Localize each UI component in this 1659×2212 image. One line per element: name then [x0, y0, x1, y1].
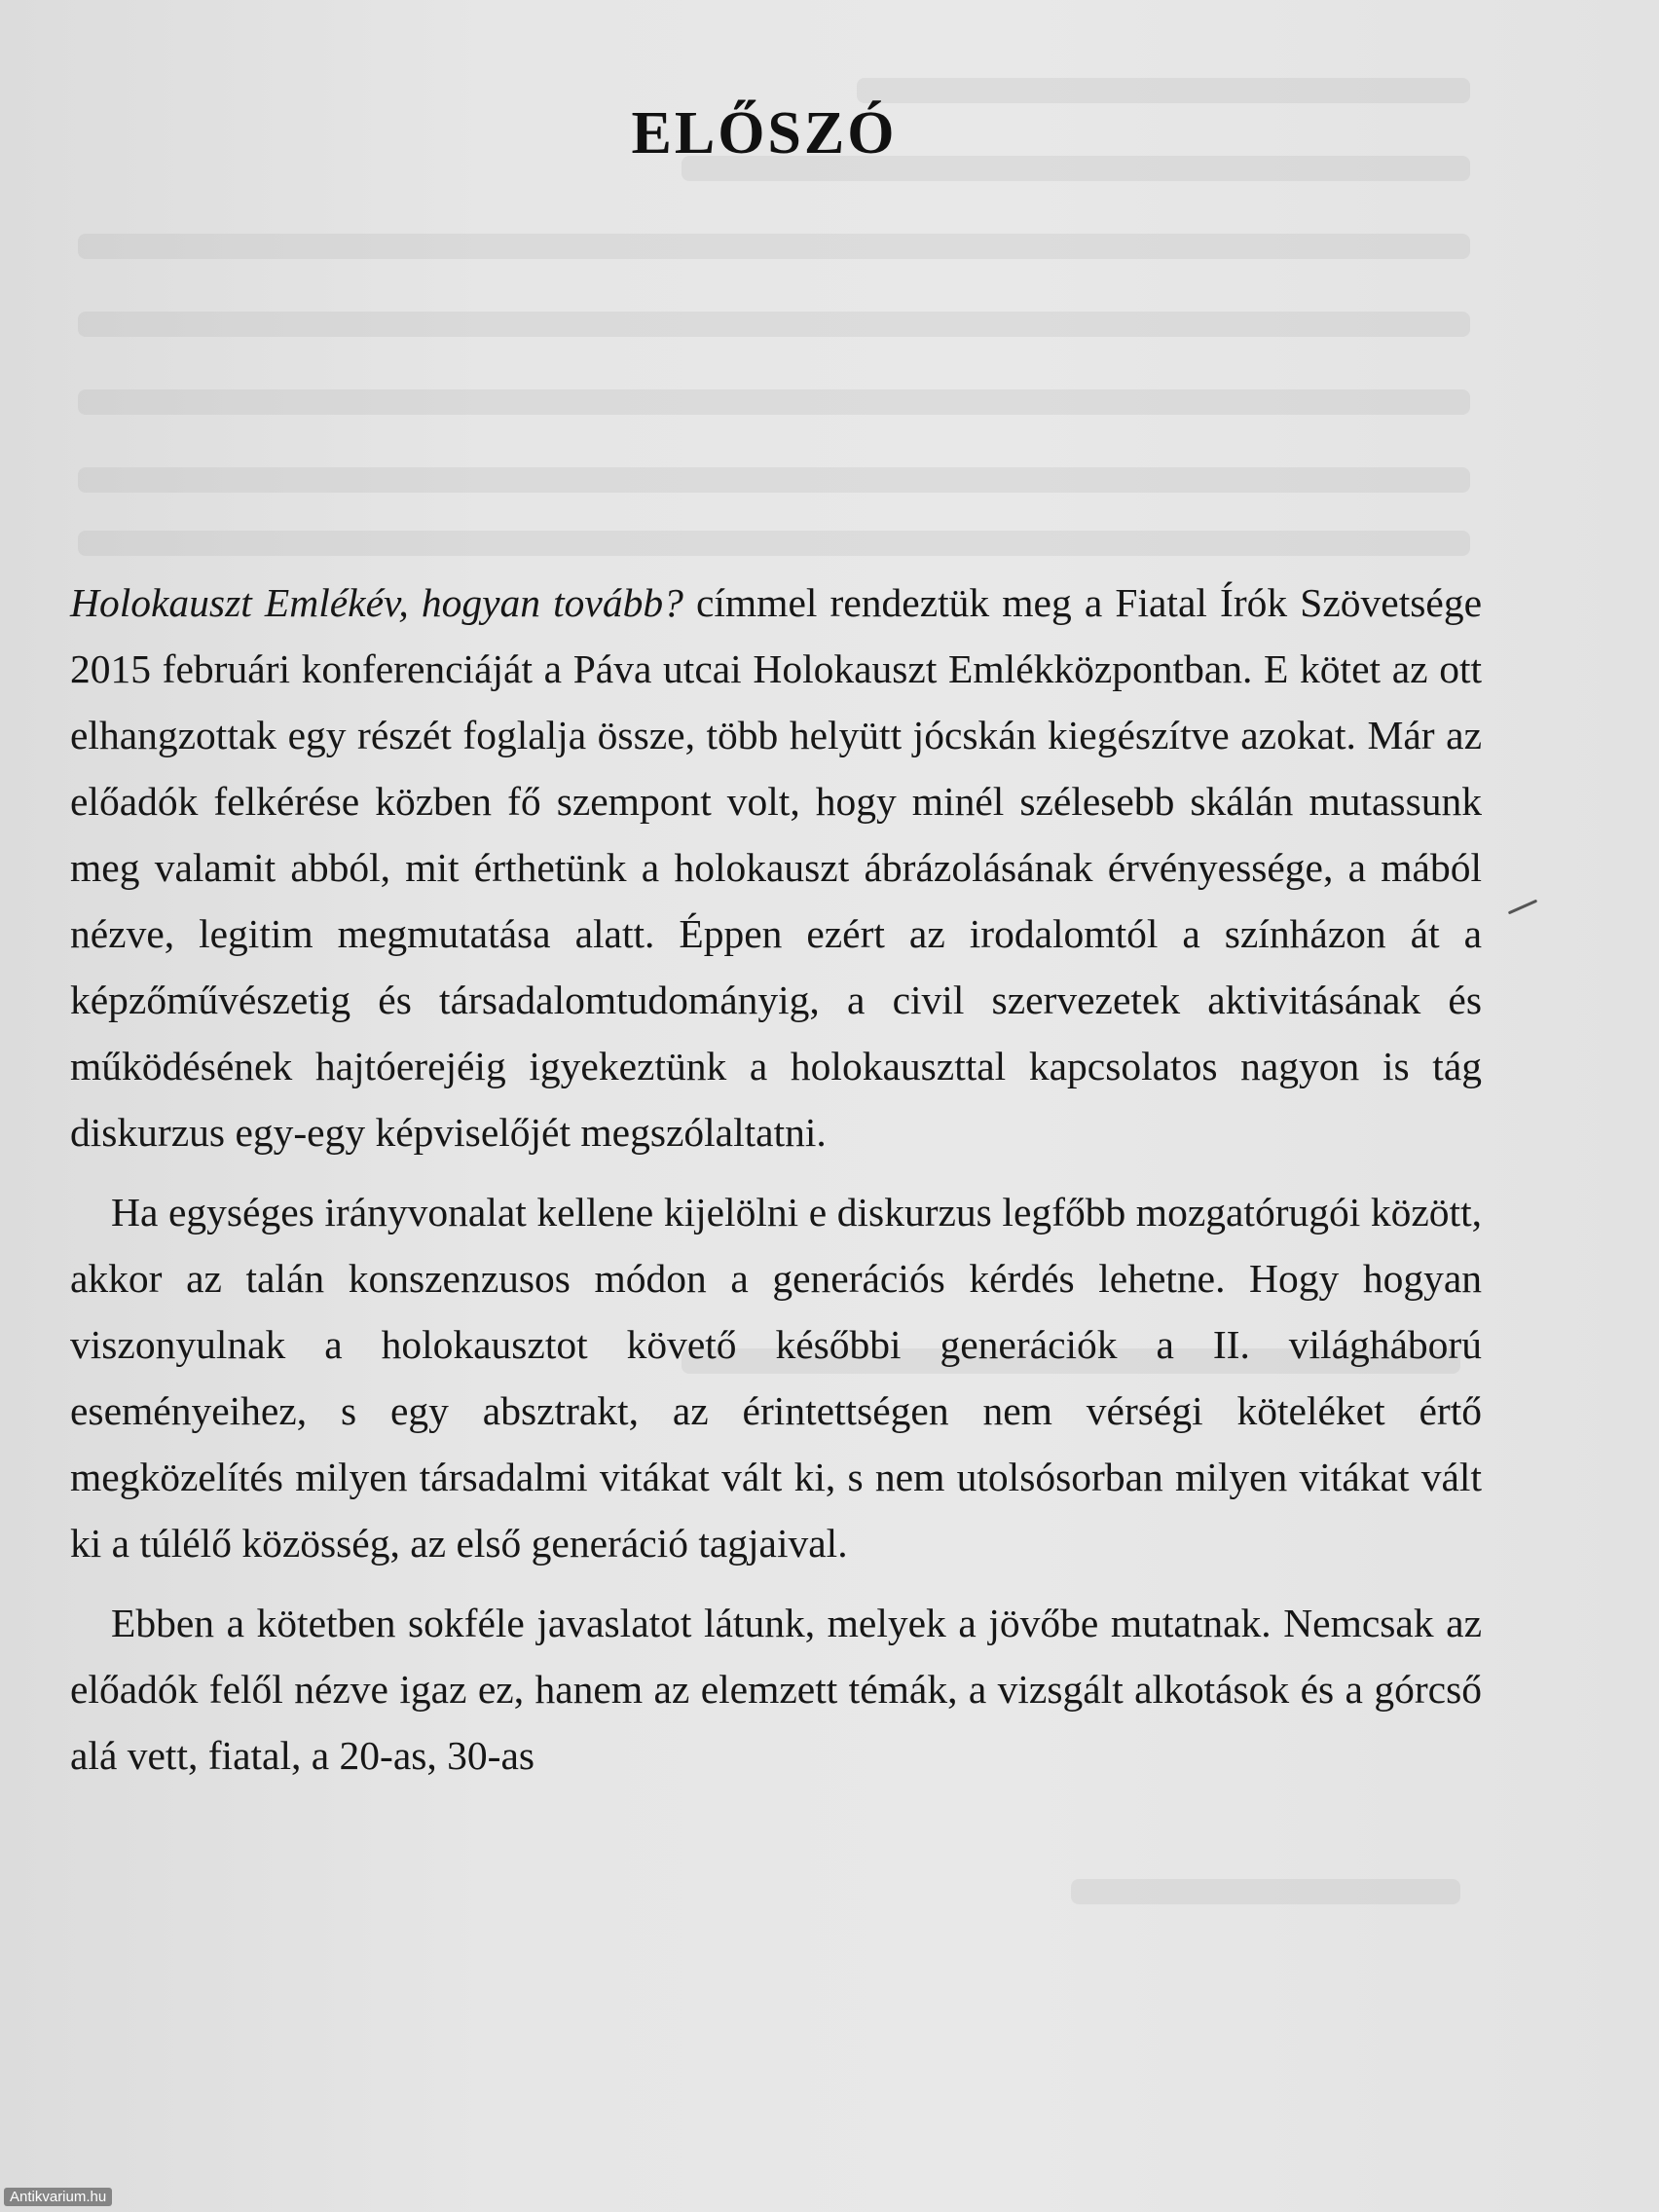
italic-lead: Holokauszt Emlékév, hogyan tovább?	[70, 580, 683, 625]
paragraph-1	[70, 570, 1482, 1165]
paragraph-1-text: címmel rendeztük meg a Fiatal Írók Szövetsége 2015 februári konferenciáját a Páva utcai Holokauszt Emlékközpontban. E kötet az ott elhangzottak egy részét foglalja össze, több helyütt jócskán kiegészítve azokat. Már az előadók felkérése közben fő szempont volt, hogy minél szélesebb skálán mutassunk meg valamit abból, mit érthetünk a holokauszt ábrázolásának érvényessége, a mából nézve, legitim megmutatása alatt. Éppen ezért az irodalomtól a színházon át a képzőművészetig és társadalomtudományig, a civil szervezetek aktivitásának és működésének hajtóerejéig igyekeztünk a holokauszttal kapcsolatos nagyon is tág diskurzus egy-egy képviselőjét megszólaltatni.	[70, 580, 1482, 1155]
body-text	[70, 570, 1482, 1788]
watermark-logo: Antikvarium.hu	[4, 2188, 112, 2206]
page-title: ELŐSZÓ	[631, 99, 898, 166]
paragraph-3: Ebben a kötetben sokféle javaslatot látunk, melyek a jövőbe mutatnak. Nemcsak az előadók felől nézve igaz ez, hanem az elemzett témák, a vizsgált alkotások és a górcső alá vett, fiatal, a 20-as, 30-as	[70, 1601, 1482, 1778]
pencil-mark	[1508, 900, 1537, 915]
paragraph-2: Ha egységes irányvonalat kellene kijelölni e diskurzus legfőbb mozgatórugói között, akkor az talán konszenzusos módon a generációs kérdés lehetne. Hogy hogyan viszonyulnak a holokausztot követő későbbi generációk a II. világháború eseményeihez, s egy absztrakt, az érintettségen nem vérségi köteléket értő megközelítés milyen társadalmi vitákat vált ki, s nem utolsósorban milyen vitákat vált ki a túlélő közösség, az első generáció tagjaival.	[70, 1190, 1482, 1566]
